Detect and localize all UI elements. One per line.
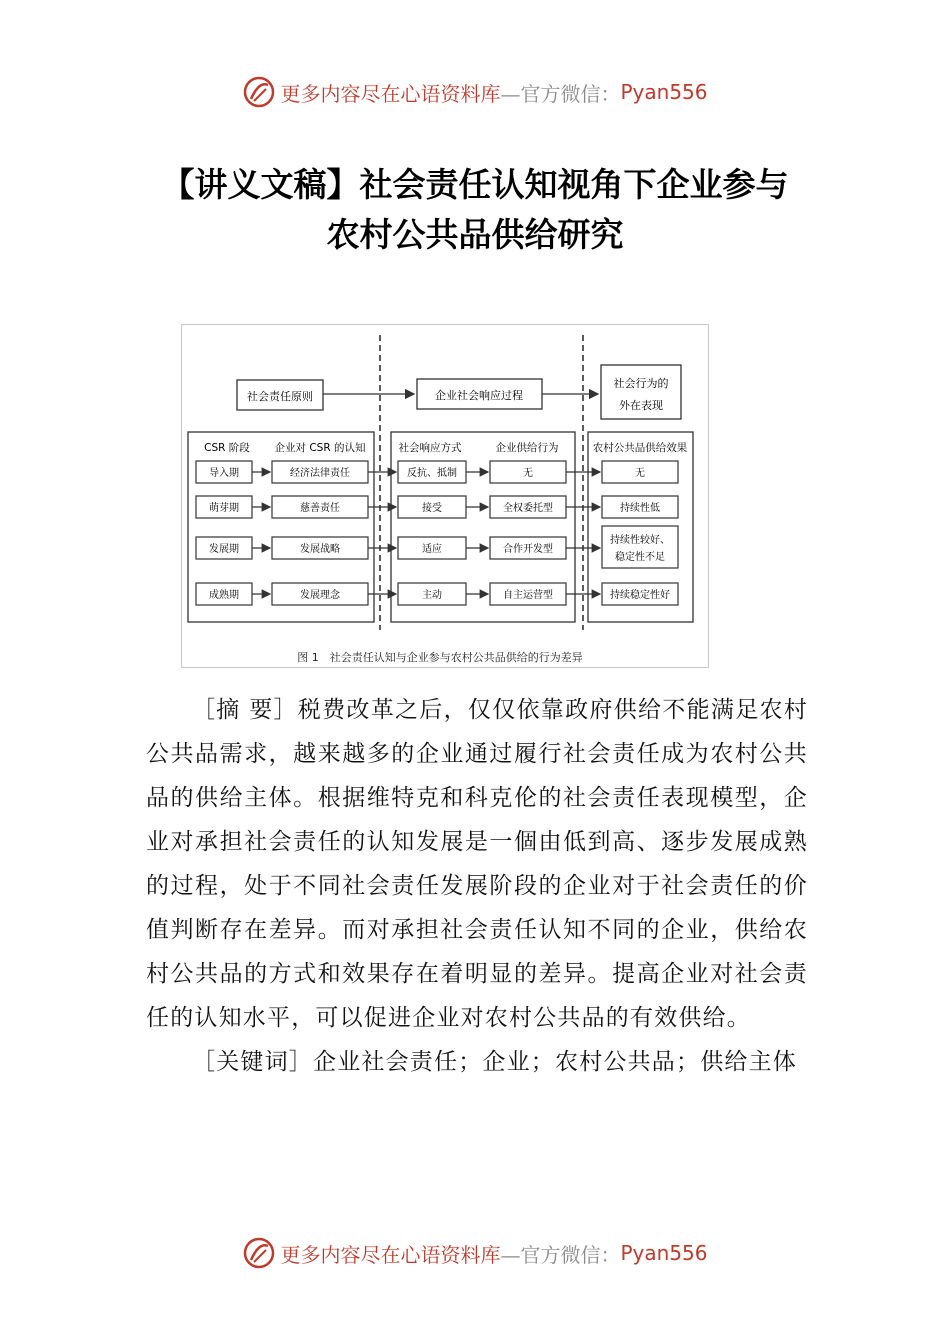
header-banner bbox=[0, 72, 950, 112]
keywords-paragraph: ［关键词］企业社会责任；企业；农村公共品；供给主体 bbox=[192, 1049, 797, 1075]
title-line-2: 农村公共品供给研究 bbox=[326, 215, 624, 254]
banner-wechat-label: —官方微信： bbox=[500, 81, 621, 106]
row2-behavior: 全权委托型 bbox=[503, 503, 553, 514]
header-csr-stage: CSR 阶段 bbox=[204, 442, 250, 454]
row3-effect-line-1: 持续性较好、 bbox=[610, 535, 670, 546]
abstract-paragraph: ［摘 要］税费改革之后，仅仅依靠政府供给不能满足农村公共品需求，越来越多的企业通过履行社会责任成为农村公共品的供给主体。根据维特克和科克伦的社会责任表现模型，企业对承担社会责任的认知发展是一個由低到高、逐步发展成熟的过程，处于不同社会责任发展阶段的企业对于社会责任的价值判断存在差异。而对承担社会责任认知不同的企业，供给农村公共品的方式和效果存在着明显的差异。提高企业对社会责任的认知水平，可以促进企业对农村公共品的有效供给。 bbox=[146, 697, 808, 1031]
row4-effect: 持续稳定性好 bbox=[610, 590, 670, 601]
row4-behavior: 自主运营型 bbox=[503, 590, 553, 601]
row1-behavior: 无 bbox=[523, 468, 533, 479]
header-csr-cognition: 企业对 CSR 的认知 bbox=[274, 442, 366, 454]
box-behavior-line-2: 外在表现 bbox=[619, 399, 663, 412]
row4-stage: 成熟期 bbox=[209, 590, 239, 601]
banner-wechat-id: Pyan556 bbox=[620, 80, 708, 104]
figure-caption: 图 1 社会责任认知与企业参与农村公共品供给的行为差异 bbox=[297, 651, 583, 664]
article-body bbox=[146, 688, 808, 1084]
header-response-mode: 社会响应方式 bbox=[398, 442, 462, 454]
row2-stage: 萌芽期 bbox=[209, 503, 239, 514]
row4-cognition: 发展理念 bbox=[300, 590, 340, 601]
row2-cognition: 慈善责任 bbox=[300, 503, 340, 514]
logo-icon bbox=[242, 75, 276, 109]
title-line-1: 【讲义文稿】社会责任认知视角下企业参与 bbox=[161, 165, 789, 204]
row3-stage: 发展期 bbox=[209, 544, 239, 555]
row1-cognition: 经济法律责任 bbox=[290, 468, 350, 479]
row1-effect: 无 bbox=[635, 468, 645, 479]
banner-wechat-id: Pyan556 bbox=[620, 1241, 708, 1265]
logo-icon bbox=[242, 1236, 276, 1270]
row1-response: 反抗、抵制 bbox=[407, 468, 457, 479]
row3-effect-line-2: 稳定性不足 bbox=[615, 552, 665, 563]
footer-banner bbox=[0, 1233, 950, 1273]
header-supply-behavior: 企业供给行为 bbox=[495, 442, 559, 454]
box-behavior-line-1: 社会行为的 bbox=[613, 377, 669, 390]
box-principle-label: 社会责任原则 bbox=[247, 390, 313, 403]
header-supply-effect: 农村公共品供给效果 bbox=[592, 442, 688, 454]
row3-response: 适应 bbox=[422, 544, 442, 555]
banner-library-text: 更多内容尽在心语资料库 bbox=[280, 81, 501, 106]
row3-cognition: 发展战略 bbox=[300, 544, 340, 555]
banner-wechat-label: —官方微信： bbox=[500, 1242, 621, 1267]
row1-stage: 导入期 bbox=[209, 468, 239, 479]
page-title bbox=[0, 160, 950, 260]
row3-behavior: 合作开发型 bbox=[503, 544, 553, 555]
figure-diagram bbox=[181, 324, 709, 668]
box-process-label: 企业社会响应过程 bbox=[435, 389, 523, 402]
row2-effect: 持续性低 bbox=[620, 503, 660, 514]
row4-response: 主动 bbox=[422, 590, 442, 601]
banner-library-text: 更多内容尽在心语资料库 bbox=[280, 1242, 501, 1267]
row2-response: 接受 bbox=[422, 503, 442, 514]
